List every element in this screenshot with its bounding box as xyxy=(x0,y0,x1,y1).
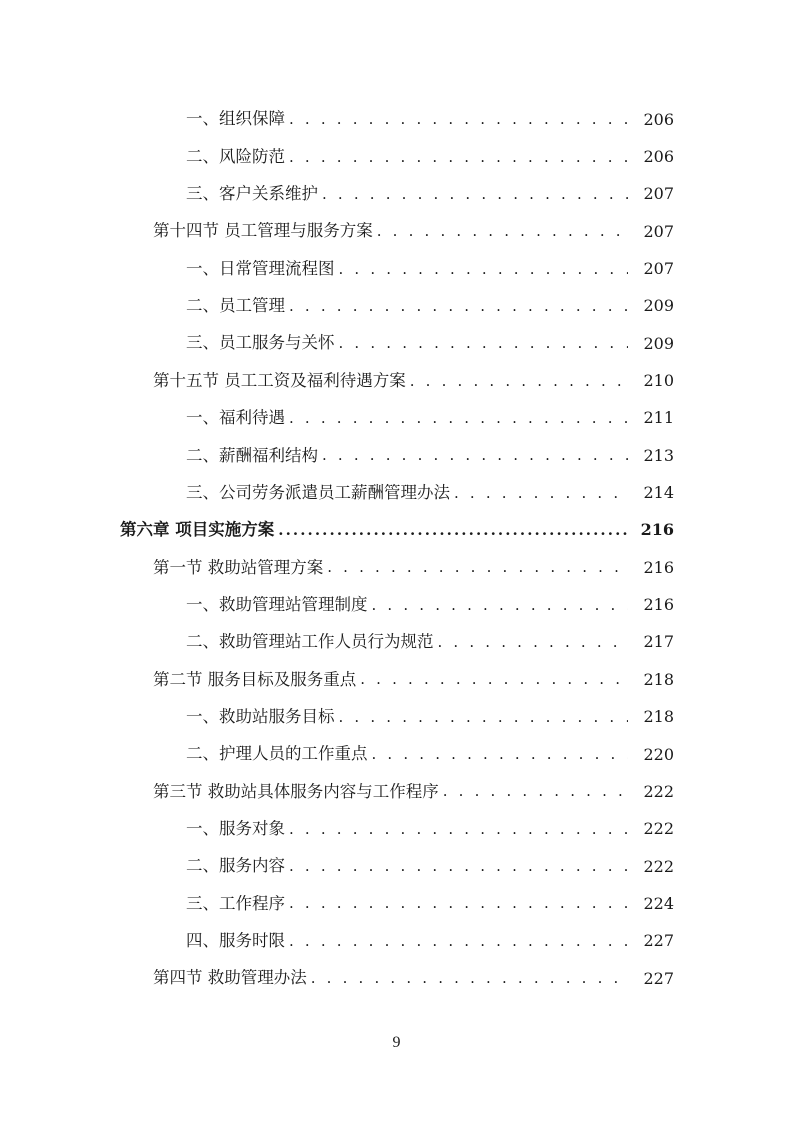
toc-entry-item[interactable] xyxy=(0,437,793,474)
toc-entry-item[interactable] xyxy=(0,288,793,325)
toc-entry-section[interactable] xyxy=(0,661,793,698)
toc-dot-leader xyxy=(289,411,628,426)
toc-entry-item[interactable] xyxy=(0,885,793,922)
toc-entry-title: 二、薪酬福利结构 xyxy=(186,445,318,465)
toc-dot-leader xyxy=(311,971,628,986)
toc-entry-section[interactable] xyxy=(0,549,793,586)
toc-dot-leader xyxy=(339,262,629,277)
toc-entry-item[interactable] xyxy=(0,699,793,736)
toc-dot-leader xyxy=(454,486,628,501)
toc-dot-leader xyxy=(339,336,629,351)
toc-entry-page-number: 222 xyxy=(643,819,674,839)
toc-dot-leader xyxy=(289,859,628,874)
toc-entry-page-number: 207 xyxy=(643,259,674,279)
toc-entry-page-number: 218 xyxy=(643,707,674,727)
toc-entry-page-number: 227 xyxy=(643,931,674,951)
toc-dot-leader xyxy=(289,112,628,127)
toc-entry-item[interactable] xyxy=(0,736,793,773)
toc-entry-title: 三、公司劳务派遣员工薪酬管理办法 xyxy=(186,482,450,502)
toc-entry-section[interactable] xyxy=(0,960,793,997)
toc-entry-page-number: 206 xyxy=(643,109,674,129)
toc-entry-item[interactable] xyxy=(0,811,793,848)
toc-entry-title: 第四节 救助管理办法 xyxy=(153,968,307,988)
toc-entry-title: 一、救助管理站管理制度 xyxy=(186,594,368,614)
toc-entry-page-number: 218 xyxy=(643,669,674,689)
toc-entry-title: 三、员工服务与关怀 xyxy=(186,333,335,353)
toc-dot-leader xyxy=(278,523,628,538)
table-of-contents xyxy=(0,101,793,997)
toc-dot-leader xyxy=(377,224,628,239)
toc-entry-item[interactable] xyxy=(0,586,793,623)
toc-entry-title: 一、救助站服务目标 xyxy=(186,706,335,726)
toc-entry-page-number: 227 xyxy=(643,968,674,988)
toc-entry-title: 三、客户关系维护 xyxy=(186,184,318,204)
toc-entry-page-number: 207 xyxy=(643,221,674,241)
toc-entry-title: 二、风险防范 xyxy=(186,146,285,166)
toc-entry-title: 第六章 项目实施方案 xyxy=(120,520,275,540)
toc-entry-page-number: 222 xyxy=(643,781,674,801)
toc-entry-section[interactable] xyxy=(0,773,793,810)
toc-entry-item[interactable] xyxy=(0,624,793,661)
toc-entry-page-number: 216 xyxy=(643,557,674,577)
toc-entry-title: 第三节 救助站具体服务内容与工作程序 xyxy=(153,781,439,801)
toc-entry-section[interactable] xyxy=(0,362,793,399)
toc-entry-item[interactable] xyxy=(0,176,793,213)
toc-entry-page-number: 207 xyxy=(643,184,674,204)
toc-dot-leader xyxy=(289,150,628,165)
toc-dot-leader xyxy=(443,784,628,799)
toc-entry-title: 二、服务内容 xyxy=(186,856,285,876)
toc-dot-leader xyxy=(289,299,628,314)
toc-entry-page-number: 220 xyxy=(643,744,674,764)
toc-entry-title: 第二节 服务目标及服务重点 xyxy=(153,669,357,689)
toc-entry-title: 一、福利待遇 xyxy=(186,408,285,428)
toc-dot-leader xyxy=(327,560,628,575)
toc-dot-leader xyxy=(438,635,629,650)
toc-entry-item[interactable] xyxy=(0,250,793,287)
toc-entry-title: 四、服务时限 xyxy=(186,930,285,950)
toc-entry-title: 第十四节 员工管理与服务方案 xyxy=(153,221,373,241)
toc-entry-item[interactable] xyxy=(0,325,793,362)
toc-entry-item[interactable] xyxy=(0,848,793,885)
toc-entry-title: 一、日常管理流程图 xyxy=(186,258,335,278)
toc-entry-title: 二、救助管理站工作人员行为规范 xyxy=(186,632,434,652)
toc-entry-page-number: 214 xyxy=(643,483,674,503)
toc-entry-title: 第十五节 员工工资及福利待遇方案 xyxy=(153,370,406,390)
toc-dot-leader xyxy=(322,187,628,202)
toc-entry-item[interactable] xyxy=(0,923,793,960)
toc-entry-section[interactable] xyxy=(0,213,793,250)
toc-entry-title: 二、护理人员的工作重点 xyxy=(186,744,368,764)
toc-dot-leader xyxy=(372,598,629,613)
toc-entry-page-number: 213 xyxy=(643,445,674,465)
page-number: 9 xyxy=(392,1034,401,1051)
toc-entry-page-number: 224 xyxy=(643,893,674,913)
toc-entry-title: 三、工作程序 xyxy=(186,893,285,913)
toc-entry-chapter[interactable] xyxy=(0,512,793,549)
toc-dot-leader xyxy=(372,747,629,762)
toc-dot-leader xyxy=(410,374,628,389)
toc-dot-leader xyxy=(289,822,628,837)
toc-entry-page-number: 206 xyxy=(643,147,674,167)
toc-entry-page-number: 209 xyxy=(643,333,674,353)
toc-dot-leader xyxy=(289,934,628,949)
toc-entry-page-number: 209 xyxy=(643,296,674,316)
toc-entry-title: 二、员工管理 xyxy=(186,296,285,316)
toc-dot-leader xyxy=(360,672,628,687)
toc-entry-item[interactable] xyxy=(0,474,793,511)
toc-entry-title: 第一节 救助站管理方案 xyxy=(153,557,324,577)
toc-entry-item[interactable] xyxy=(0,101,793,138)
toc-entry-page-number: 217 xyxy=(643,632,674,652)
toc-entry-item[interactable] xyxy=(0,400,793,437)
toc-entry-title: 一、服务对象 xyxy=(186,818,285,838)
toc-entry-page-number: 211 xyxy=(643,408,674,428)
toc-entry-page-number: 216 xyxy=(640,520,674,540)
toc-entry-title: 一、组织保障 xyxy=(186,109,285,129)
toc-entry-page-number: 222 xyxy=(643,856,674,876)
toc-dot-leader xyxy=(339,710,629,725)
toc-dot-leader xyxy=(289,896,628,911)
toc-entry-page-number: 216 xyxy=(643,595,674,615)
toc-entry-item[interactable] xyxy=(0,138,793,175)
toc-entry-page-number: 210 xyxy=(643,371,674,391)
toc-dot-leader xyxy=(322,448,628,463)
